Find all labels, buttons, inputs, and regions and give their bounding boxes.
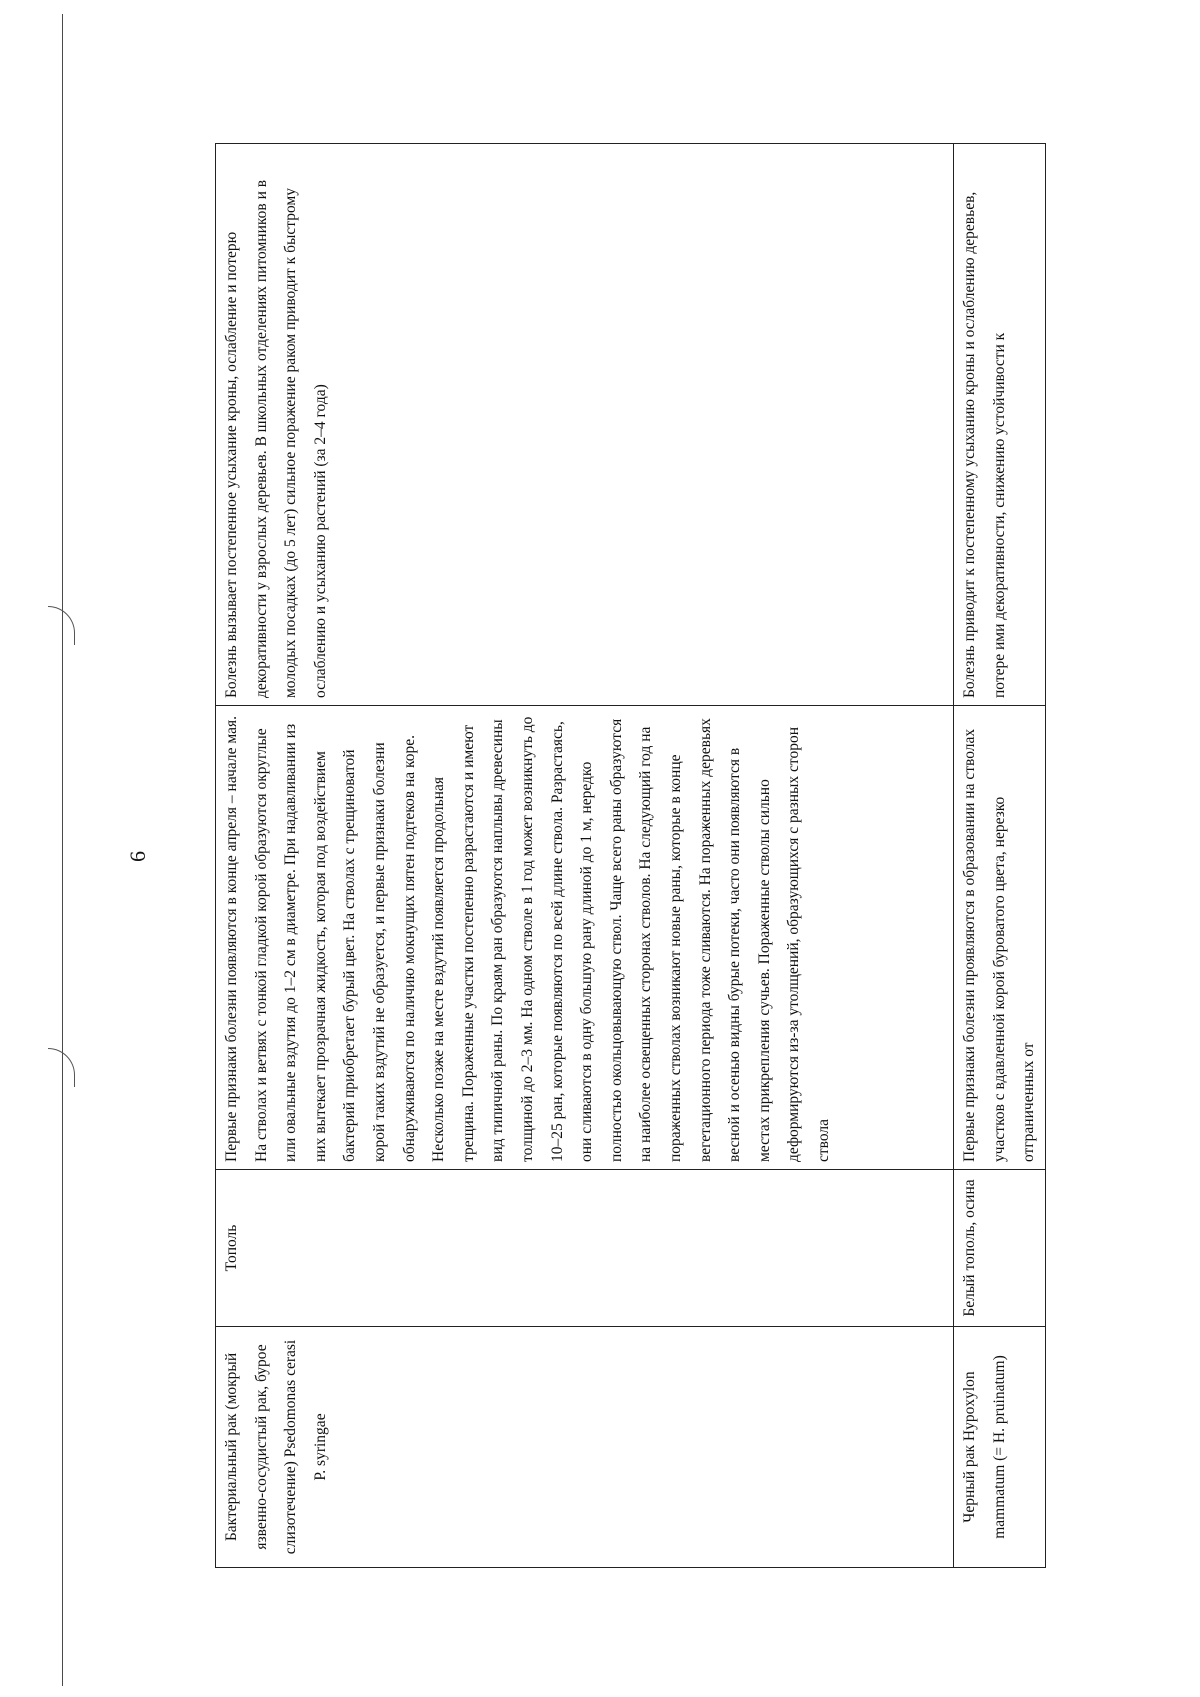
harm-cell: Болезнь приводит к постепенному усыханию кроны и ослаблению деревьев, потере ими декоративности, снижению устойчивости к <box>954 144 1046 706</box>
binding-margin-line <box>62 14 63 1686</box>
table-row <box>954 144 1046 1568</box>
rotated-page-content <box>215 144 1200 1568</box>
harm-cell: Болезнь вызывает постепенное усыхание кроны, ослабление и потерю декоративности у взрослых деревьев. В школьных отделениях питомников и в молодых посадках (до 5 лет) сильное поражение раком приводит к быстрому ослаблению и усыханию растений (за 2–4 года) <box>216 144 954 706</box>
host-plant-cell: Белый тополь, осина <box>954 1170 1046 1327</box>
symptoms-cell: Первые признаки болезни проявляются в образовании на стволах участков с вдавленной корой буроватого цвета, нерезко отграниченных от <box>954 706 1046 1170</box>
binder-hole-mark <box>48 606 75 645</box>
page-number: 6 <box>125 851 150 862</box>
binder-hole-mark <box>48 1048 75 1087</box>
disease-name-cell: Черный рак Hypoxylon mammatum (= H. pruinatum) <box>954 1327 1046 1568</box>
host-plant-cell: Тополь <box>216 1170 954 1327</box>
disease-name-cell: Бактериальный рак (мокрый язвенно-сосудистый рак, бурое слизотечение) Psedomonas cerasi P. syringae <box>216 1327 954 1568</box>
symptoms-cell: Первые признаки болезни появляются в конце апреля – начале мая. На стволах и ветвях с тонкой гладкой корой образуются округлые или овальные вздутия до 1–2 см в диаметре. При надавливании из них вытекает прозрачная жидкость, которая под воздействием бактерий приобретает бурый цвет. На стволах с трещиноватой корой таких вздутий не образуется, и первые признаки болезни обнаруживаются по наличию мокнущих пятен подтеков на коре. Несколько позже на месте вздутий появляется продольная трещина. Пораженные участки постепенно разрастаются и имеют вид типичной раны. По краям ран образуются наплывы древесины толщиной до 2–3 мм. На одном стволе в 1 год может возникнуть до 10–25 ран, которые появляются по всей длине ствола. Разрастаясь, они сливаются в одну большую рану длиной до 1 м, нередко полностью окольцовывающую ствол. Чаще всего раны образуются на наиболее освещенных сторонах стволов. На следующий год на пораженных стволах возникают новые раны, которые в конце вегетационного периода тоже сливаются. На пораженных деревьях весной и осенью видны бурые потеки, часто они появляются в местах прикрепления сучьев. Пораженные стволы сильно деформируются из-за утолщений, образующихся с разных сторон ствола <box>216 706 954 1170</box>
disease-table <box>215 143 1046 1568</box>
table-row <box>216 144 954 1568</box>
